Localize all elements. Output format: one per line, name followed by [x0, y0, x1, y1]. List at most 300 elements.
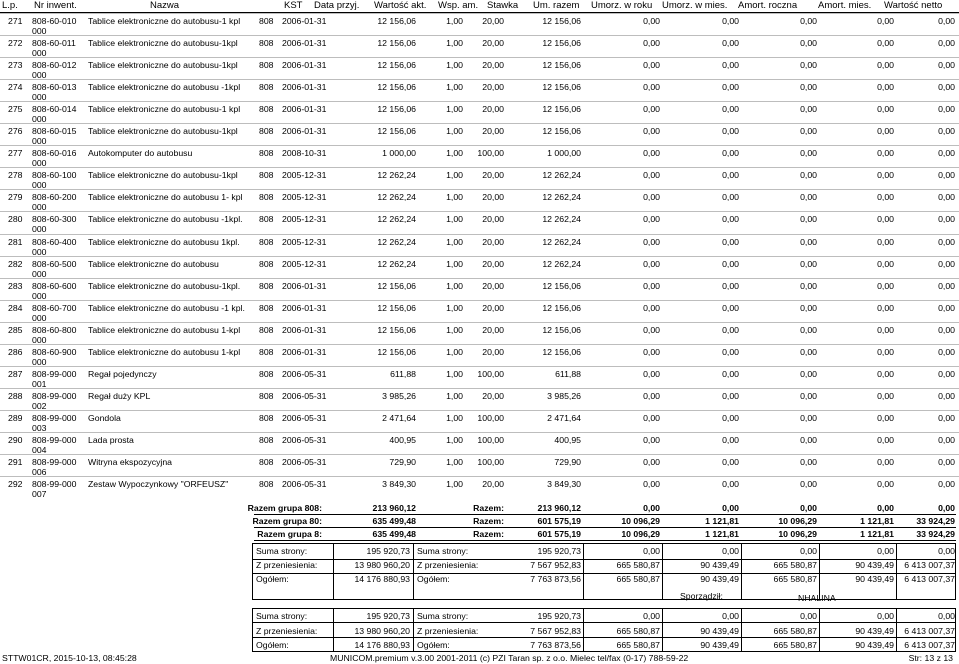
table-header — [0, 0, 959, 13]
row-date: 2006-05-31 — [282, 390, 327, 401]
row-total: 3 985,26 — [547, 390, 581, 401]
row-a: 0,00 — [800, 214, 817, 225]
row-date: 2006-01-31 — [282, 280, 327, 291]
row-m: 0,00 — [722, 302, 739, 313]
row-coef: 1,00 — [446, 434, 463, 445]
row-a: 0,00 — [800, 258, 817, 269]
group-label-2: Razem: — [473, 503, 504, 513]
summary-label: Z przeniesienia: — [256, 560, 318, 570]
row-rate: 100,00 — [477, 148, 504, 159]
row-net: 0,00 — [938, 236, 955, 247]
row-a: 0,00 — [800, 434, 817, 445]
row-kst: 808 — [259, 82, 274, 93]
row-rate: 100,00 — [477, 412, 504, 423]
row-inventory-no: 808-99-000 — [32, 412, 77, 423]
row-rate: 20,00 — [482, 258, 504, 269]
row-inventory-suffix: 002 — [32, 400, 47, 411]
row-inventory-no: 808-60-015 — [32, 126, 77, 137]
row-coef: 1,00 — [446, 368, 463, 379]
row-name: Gondola — [88, 412, 121, 423]
row-value: 12 262,24 — [377, 258, 416, 269]
group-total: 213 960,12 — [537, 503, 581, 513]
group-value: 213 960,12 — [372, 503, 416, 513]
row-inventory-suffix: 000 — [32, 136, 47, 147]
row-lp: 284 — [8, 302, 23, 313]
row-m: 0,00 — [722, 390, 739, 401]
row-date: 2006-05-31 — [282, 434, 327, 445]
summary-y: 0,00 — [643, 546, 660, 556]
row-name: Tablice elektroniczne do autobusu-1kpl — [88, 60, 238, 71]
summary-m: 90 439,49 — [700, 560, 739, 570]
summary-y: 665 580,87 — [616, 626, 660, 636]
row-net: 0,00 — [938, 214, 955, 225]
row-coef: 1,00 — [446, 412, 463, 423]
summary-m: 90 439,49 — [700, 626, 739, 636]
row-kst: 808 — [259, 346, 274, 357]
group-am: 1 121,81 — [860, 516, 894, 526]
row-coef: 1,00 — [446, 346, 463, 357]
row-date: 2006-05-31 — [282, 412, 327, 423]
table-row — [0, 278, 959, 301]
row-inventory-no: 808-60-013 — [32, 82, 77, 93]
summary-am: 90 439,49 — [855, 640, 894, 650]
row-a: 0,00 — [800, 38, 817, 49]
summary-label: Suma strony: — [256, 546, 308, 556]
summary-net: 6 413 007,37 — [904, 626, 955, 636]
row-date: 2006-01-31 — [282, 324, 327, 335]
group-total: 601 575,19 — [537, 516, 581, 526]
row-m: 0,00 — [722, 38, 739, 49]
row-name: Tablice elektroniczne do autobusu 1- kpl — [88, 192, 243, 203]
col-value: Wartość akt. — [374, 0, 427, 11]
row-name: Tablice elektroniczne do autobusu -1 kpl. — [88, 302, 245, 313]
row-net: 0,00 — [938, 324, 955, 335]
row-lp: 292 — [8, 479, 23, 490]
row-lp: 281 — [8, 236, 23, 247]
row-coef: 1,00 — [446, 324, 463, 335]
col-rate: Stawka — [487, 0, 519, 11]
table-row — [0, 388, 959, 411]
row-kst: 808 — [259, 148, 274, 159]
summary-t: 7 567 952,83 — [530, 626, 581, 636]
row-y: 0,00 — [643, 16, 660, 26]
row-net: 0,00 — [938, 479, 955, 490]
table-row — [0, 145, 959, 168]
row-net: 0,00 — [938, 302, 955, 313]
summary-label-2: Z przeniesienia: — [417, 560, 479, 570]
row-m: 0,00 — [722, 148, 739, 159]
row-net: 0,00 — [938, 280, 955, 291]
row-value: 12 262,24 — [377, 214, 416, 225]
row-am: 0,00 — [877, 412, 894, 423]
row-value: 12 262,24 — [377, 192, 416, 203]
row-a: 0,00 — [800, 60, 817, 71]
row-y: 0,00 — [643, 82, 660, 93]
group-am: 0,00 — [877, 503, 894, 513]
summary-value: 13 980 960,20 — [354, 626, 410, 636]
row-rate: 20,00 — [482, 302, 504, 313]
row-am: 0,00 — [877, 214, 894, 225]
row-name: Tablice elektroniczne do autobusu 1-kpl — [88, 324, 241, 335]
col-total: Um. razem — [533, 0, 580, 11]
row-total: 1 000,00 — [547, 148, 581, 159]
row-kst: 808 — [259, 457, 274, 467]
row-a: 0,00 — [800, 457, 817, 467]
row-name: Tablice elektroniczne do autobusu 1-kpl — [88, 346, 241, 357]
group-m: 0,00 — [722, 503, 739, 513]
table-row — [0, 366, 959, 389]
row-am: 0,00 — [877, 302, 894, 313]
row-name: Zestaw Wypoczynkowy "ORFEUSZ" — [88, 479, 229, 490]
row-y: 0,00 — [643, 479, 660, 490]
row-y: 0,00 — [643, 258, 660, 269]
summary-t: 7 763 873,56 — [530, 640, 581, 650]
row-a: 0,00 — [800, 412, 817, 423]
row-value: 2 471,64 — [382, 412, 416, 423]
row-am: 0,00 — [877, 236, 894, 247]
row-y: 0,00 — [643, 104, 660, 115]
table-row — [0, 432, 959, 455]
row-m: 0,00 — [722, 280, 739, 291]
row-name: Tablice elektroniczne do autobusu -1kpl. — [88, 214, 243, 225]
row-m: 0,00 — [722, 368, 739, 379]
group-m: 1 121,81 — [705, 529, 739, 539]
row-am: 0,00 — [877, 390, 894, 401]
summary-net: 0,00 — [938, 546, 955, 556]
group-y: 10 096,29 — [621, 516, 660, 526]
row-inventory-no: 808-60-400 — [32, 236, 77, 247]
row-value: 12 156,06 — [377, 16, 416, 26]
row-rate: 20,00 — [482, 82, 504, 93]
row-date: 2006-01-31 — [282, 302, 327, 313]
summary-column-line — [741, 608, 742, 652]
row-lp: 272 — [8, 38, 23, 49]
footer-center: MUNICOM.premium v.3.00 2001-2011 (c) PZI Taran sp. z o.o. Mielec tel/fax (0-17) 788-59-22 — [330, 653, 689, 663]
row-date: 2008-10-31 — [282, 148, 327, 159]
row-coef: 1,00 — [446, 390, 463, 401]
row-kst: 808 — [259, 104, 274, 115]
row-coef: 1,00 — [446, 38, 463, 49]
row-y: 0,00 — [643, 302, 660, 313]
summary-column-line — [741, 543, 742, 600]
summary-y: 0,00 — [643, 611, 660, 621]
row-total: 2 471,64 — [547, 412, 581, 423]
col-date: Data przyj. — [314, 0, 360, 11]
summary-label: Suma strony: — [256, 611, 308, 621]
row-date: 2006-01-31 — [282, 346, 327, 357]
row-total: 12 262,24 — [542, 258, 581, 269]
summary-t: 7 567 952,83 — [530, 560, 581, 570]
row-lp: 273 — [8, 60, 23, 71]
col-coef: Wsp. am. — [438, 0, 479, 11]
row-am: 0,00 — [877, 192, 894, 203]
table-row — [0, 167, 959, 190]
row-lp: 289 — [8, 412, 23, 423]
row-net: 0,00 — [938, 390, 955, 401]
row-name: Lada prosta — [88, 434, 134, 445]
row-inventory-no: 808-60-012 — [32, 60, 77, 71]
summary-label-2: Ogółem: — [417, 640, 450, 650]
row-inventory-suffix: 000 — [32, 48, 47, 59]
row-inventory-no: 808-60-900 — [32, 346, 77, 357]
row-m: 0,00 — [722, 104, 739, 115]
row-inventory-no: 808-60-011 — [32, 38, 76, 49]
row-m: 0,00 — [722, 457, 739, 467]
row-am: 0,00 — [877, 104, 894, 115]
table-row — [0, 189, 959, 212]
summary-a: 665 580,87 — [773, 574, 817, 584]
row-rate: 100,00 — [477, 368, 504, 379]
col-monthly: Amort. mies. — [818, 0, 872, 11]
row-value: 12 156,06 — [377, 82, 416, 93]
group-label: Razem grupa 8: — [257, 529, 322, 539]
row-inventory-no: 808-60-200 — [32, 192, 77, 203]
table-row — [0, 13, 959, 36]
row-coef: 1,00 — [446, 82, 463, 93]
row-net: 0,00 — [938, 457, 955, 467]
row-net: 0,00 — [938, 104, 955, 115]
row-value: 12 156,06 — [377, 60, 416, 71]
row-total: 12 262,24 — [542, 170, 581, 181]
row-total: 12 262,24 — [542, 214, 581, 225]
row-a: 0,00 — [800, 280, 817, 291]
row-rate: 100,00 — [477, 457, 504, 467]
summary-column-line — [896, 543, 897, 600]
summary-m: 0,00 — [722, 611, 739, 621]
row-value: 400,95 — [389, 434, 416, 445]
row-kst: 808 — [259, 192, 274, 203]
row-inventory-suffix: 007 — [32, 489, 47, 500]
row-inventory-suffix: 000 — [32, 202, 47, 213]
group-divider — [254, 540, 956, 541]
row-am: 0,00 — [877, 258, 894, 269]
col-net: Wartość netto — [884, 0, 943, 11]
row-coef: 1,00 — [446, 60, 463, 71]
row-inventory-suffix: 000 — [32, 180, 47, 191]
row-inventory-no: 808-60-600 — [32, 280, 77, 291]
row-name: Tablice elektroniczne do autobusu-1kpl — [88, 38, 238, 49]
row-total: 3 849,30 — [547, 479, 581, 490]
row-inventory-no: 808-99-000 — [32, 457, 77, 467]
row-y: 0,00 — [643, 412, 660, 423]
row-lp: 271 — [8, 16, 23, 26]
row-total: 12 262,24 — [542, 236, 581, 247]
row-m: 0,00 — [722, 60, 739, 71]
row-coef: 1,00 — [446, 192, 463, 203]
row-inventory-suffix: 000 — [32, 268, 47, 279]
row-net: 0,00 — [938, 126, 955, 137]
row-am: 0,00 — [877, 148, 894, 159]
row-date: 2005-12-31 — [282, 214, 327, 225]
row-a: 0,00 — [800, 126, 817, 137]
row-m: 0,00 — [722, 434, 739, 445]
summary-divider — [253, 622, 955, 623]
col-kst: KST — [284, 0, 303, 11]
row-m: 0,00 — [722, 324, 739, 335]
table-row — [0, 454, 959, 477]
summary-column-line — [583, 543, 584, 600]
row-net: 0,00 — [938, 258, 955, 269]
summary-net: 0,00 — [938, 611, 955, 621]
row-lp: 277 — [8, 148, 23, 159]
summary-value: 14 176 880,93 — [354, 574, 410, 584]
row-net: 0,00 — [938, 412, 955, 423]
row-value: 3 849,30 — [382, 479, 416, 490]
row-date: 2006-01-31 — [282, 126, 327, 137]
row-net: 0,00 — [938, 38, 955, 49]
group-net: 0,00 — [938, 503, 955, 513]
row-name: Regał duży KPL — [88, 390, 151, 401]
group-label: Razem grupa 80: — [252, 516, 322, 526]
row-net: 0,00 — [938, 192, 955, 203]
row-inventory-suffix: 001 — [32, 378, 47, 389]
summary-value: 195 920,73 — [366, 611, 410, 621]
table-row — [0, 101, 959, 124]
row-inventory-suffix: 004 — [32, 444, 47, 455]
summary-net: 6 413 007,37 — [904, 560, 955, 570]
row-name: Tablice elektroniczne do autobusu-1kpl. — [88, 280, 241, 291]
row-lp: 282 — [8, 258, 23, 269]
row-lp: 290 — [8, 434, 23, 445]
row-total: 400,95 — [554, 434, 581, 445]
row-total: 12 156,06 — [542, 16, 581, 26]
row-coef: 1,00 — [446, 457, 463, 467]
row-rate: 20,00 — [482, 38, 504, 49]
row-value: 1 000,00 — [382, 148, 416, 159]
summary-am: 90 439,49 — [855, 574, 894, 584]
row-m: 0,00 — [722, 214, 739, 225]
summary-am: 0,00 — [877, 611, 894, 621]
row-kst: 808 — [259, 280, 274, 291]
row-inventory-suffix: 006 — [32, 467, 47, 477]
group-net: 33 924,29 — [916, 529, 955, 539]
summary-column-line — [333, 543, 334, 600]
summary-value: 13 980 960,20 — [354, 560, 410, 570]
table-row — [0, 256, 959, 279]
row-m: 0,00 — [722, 258, 739, 269]
summary-label-2: Suma strony: — [417, 611, 469, 621]
group-value: 635 499,48 — [372, 516, 416, 526]
row-inventory-suffix: 000 — [32, 290, 47, 301]
row-rate: 20,00 — [482, 390, 504, 401]
row-rate: 20,00 — [482, 16, 504, 26]
row-value: 12 262,24 — [377, 236, 416, 247]
row-value: 611,88 — [390, 368, 416, 379]
row-a: 0,00 — [800, 368, 817, 379]
row-coef: 1,00 — [446, 170, 463, 181]
summary-am: 90 439,49 — [855, 626, 894, 636]
group-total: 601 575,19 — [537, 529, 581, 539]
summary-divider — [253, 637, 955, 638]
summary-m: 90 439,49 — [700, 574, 739, 584]
row-total: 12 156,06 — [542, 324, 581, 335]
row-inventory-suffix: 000 — [32, 114, 47, 125]
row-inventory-no: 808-99-000 — [32, 368, 77, 379]
summary-column-line — [413, 608, 414, 652]
summary-label: Ogółem: — [256, 640, 289, 650]
row-kst: 808 — [259, 412, 274, 423]
table-row — [0, 79, 959, 102]
row-coef: 1,00 — [446, 479, 463, 490]
row-coef: 1,00 — [446, 280, 463, 291]
summary-a: 665 580,87 — [773, 560, 817, 570]
row-kst: 808 — [259, 302, 274, 313]
summary-net: 6 413 007,37 — [904, 640, 955, 650]
group-y: 0,00 — [643, 503, 660, 513]
summary-value: 14 176 880,93 — [354, 640, 410, 650]
col-month: Umorz. w mies. — [662, 0, 728, 11]
row-value: 12 156,06 — [377, 104, 416, 115]
row-kst: 808 — [259, 170, 274, 181]
row-inventory-no: 808-60-014 — [32, 104, 77, 115]
summary-y: 665 580,87 — [616, 574, 660, 584]
row-inventory-no: 808-60-010 — [32, 16, 77, 26]
table-row — [0, 410, 959, 433]
summary-label: Z przeniesienia: — [256, 626, 318, 636]
row-kst: 808 — [259, 214, 274, 225]
summary-a: 0,00 — [800, 546, 817, 556]
row-inventory-no: 808-60-300 — [32, 214, 77, 225]
group-a: 10 096,29 — [778, 529, 817, 539]
summary-column-line — [662, 543, 663, 600]
summary-label-2: Ogółem: — [417, 574, 450, 584]
group-am: 1 121,81 — [860, 529, 894, 539]
row-inventory-suffix: 000 — [32, 70, 47, 81]
row-total: 12 156,06 — [542, 280, 581, 291]
row-name: Tablice elektroniczne do autobusu-1 kpl — [88, 16, 241, 26]
row-y: 0,00 — [643, 368, 660, 379]
footer-left: STTW01CR, 2015-10-13, 08:45:28 — [2, 653, 137, 663]
row-net: 0,00 — [938, 82, 955, 93]
row-kst: 808 — [259, 60, 274, 71]
summary-t: 195 920,73 — [537, 611, 581, 621]
summary-column-line — [819, 543, 820, 600]
row-rate: 20,00 — [482, 60, 504, 71]
row-am: 0,00 — [877, 280, 894, 291]
group-value: 635 499,48 — [372, 529, 416, 539]
group-label: Razem grupa 808: — [247, 503, 322, 513]
row-date: 2006-01-31 — [282, 38, 327, 49]
row-date: 2006-05-31 — [282, 368, 327, 379]
row-y: 0,00 — [643, 60, 660, 71]
row-inventory-no: 808-99-000 — [32, 479, 77, 490]
row-kst: 808 — [259, 479, 274, 490]
row-a: 0,00 — [800, 236, 817, 247]
row-y: 0,00 — [643, 434, 660, 445]
row-date: 2006-01-31 — [282, 82, 327, 93]
row-lp: 278 — [8, 170, 23, 181]
row-lp: 276 — [8, 126, 23, 137]
row-inventory-suffix: 000 — [32, 246, 47, 257]
row-lp: 285 — [8, 324, 23, 335]
row-am: 0,00 — [877, 60, 894, 71]
row-am: 0,00 — [877, 126, 894, 137]
row-inventory-suffix: 003 — [32, 422, 47, 433]
row-m: 0,00 — [722, 82, 739, 93]
row-m: 0,00 — [722, 479, 739, 490]
summary-net: 6 413 007,37 — [904, 574, 955, 584]
summary-am: 0,00 — [877, 546, 894, 556]
signature-label: Sporządził: — [680, 591, 723, 601]
row-date: 2005-12-31 — [282, 258, 327, 269]
summary-m: 0,00 — [722, 546, 739, 556]
row-y: 0,00 — [643, 457, 660, 467]
row-net: 0,00 — [938, 170, 955, 181]
summary-column-line — [583, 608, 584, 652]
row-am: 0,00 — [877, 457, 894, 467]
table-row — [0, 123, 959, 146]
table-row — [0, 300, 959, 323]
